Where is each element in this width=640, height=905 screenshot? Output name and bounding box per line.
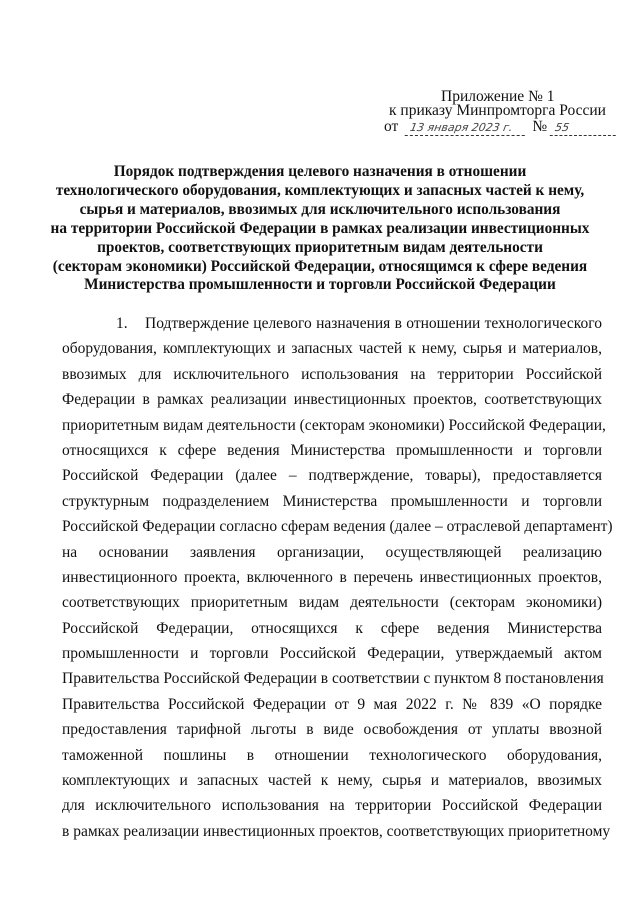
- paragraph-line: Российской Федерации, относящихся к сфере ведения Министерства: [62, 619, 602, 637]
- paragraph-line: Подтверждение целевого назначения в отношении технологического: [145, 315, 602, 332]
- title-line: на территории Российской Федерации в рамках реализации инвестиционных: [50, 219, 590, 237]
- paragraph-line: Правительства Российской Федерации в соответствии с пунктом 8 постановления: [62, 670, 604, 688]
- paragraph-line: Российской Федерации согласно сферам ведения (далее – отраслевой департамент): [62, 518, 613, 536]
- order-reference: к приказу Минпромторга России: [389, 102, 606, 119]
- title-line: технологического оборудования, комплектующих и запасных частей к нему,: [55, 181, 585, 199]
- paragraph-line: относящихся к сфере ведения Министерства промышленности и торговли: [62, 441, 602, 459]
- paragraph-line: таможенной пошлины в отношении технологического оборудования,: [62, 746, 602, 764]
- order-date-line: [384, 118, 617, 136]
- paragraph-line: приоритетным видам деятельности (секторам экономики) Российской Федерации,: [62, 416, 606, 434]
- title-line: проектов, соответствующих приоритетным видам деятельности: [97, 238, 543, 256]
- handwritten-number: 55: [550, 121, 619, 136]
- date-prefix: от: [384, 118, 399, 135]
- title-line: (секторам экономики) Российской Федерации, относящимся к сфере ведения: [52, 257, 588, 275]
- title-line: Порядок подтверждения целевого назначения в отношении: [113, 163, 527, 180]
- paragraph-first-line: [62, 311, 602, 336]
- document-title: [40, 163, 600, 295]
- number-label: №: [532, 118, 548, 135]
- paragraph-line: Правительства Российской Федерации от 9 мая 2022 г. № 839 «О порядке: [62, 695, 602, 713]
- paragraph-line: предоставления тарифной льготы в виде освобождения от уплаты ввозной: [62, 721, 602, 739]
- paragraph-number: 1.: [116, 315, 128, 332]
- appendix-label: Приложение № 1: [441, 88, 555, 105]
- paragraph-line: в рамках реализации инвестиционных проектов, соответствующих приоритетному: [62, 822, 611, 840]
- document-body: [62, 311, 613, 844]
- paragraph-line: комплектующих и запасных частей к нему, сырья и материалов, ввозимых: [62, 772, 602, 790]
- title-line: сырья и материалов, ввозимых для исключительного использования: [79, 200, 561, 218]
- paragraph-line: Российской Федерации (далее – подтверждение, товары), предоставляется: [62, 467, 602, 485]
- paragraph-line: оборудования, комплектующих и запасных частей к нему, сырья и материалов,: [62, 340, 602, 358]
- paragraph-line: структурным подразделением Министерства промышленности и торговли: [62, 492, 602, 510]
- handwritten-date: 13 января 2023 г.: [405, 121, 528, 136]
- paragraph-line: на основании заявления организации, осуществляющей реализацию: [62, 543, 602, 561]
- paragraph-line: инвестиционного проекта, включенного в перечень инвестиционных проектов,: [62, 568, 602, 586]
- paragraph-line: соответствующих приоритетным видам деятельности (секторам экономики): [62, 594, 602, 612]
- title-line: Министерства промышленности и торговли Российской Федерации: [84, 276, 556, 294]
- paragraph-line: ввозимых для исключительного использования на территории Российской: [62, 365, 602, 383]
- paragraph-line: промышленности и торговли Российской Федерации, утверждаемый актом: [62, 645, 602, 663]
- paragraph-line: Федерации в рамках реализации инвестиционных проектов, соответствующих: [62, 391, 602, 409]
- paragraph-line: для исключительного использования на территории Российской Федерации: [62, 797, 602, 815]
